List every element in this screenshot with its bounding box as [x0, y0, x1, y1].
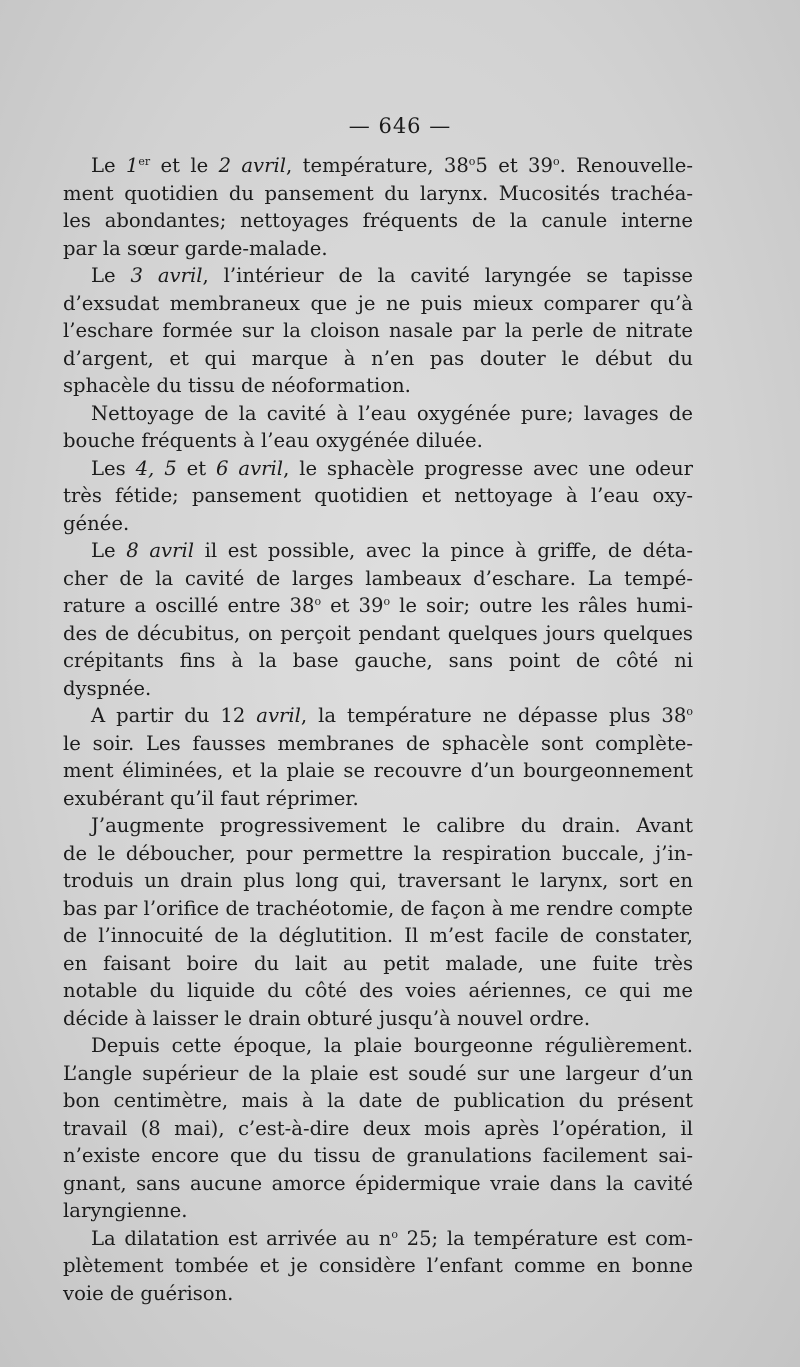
- text-line: [63, 537, 693, 565]
- paragraph: [63, 262, 693, 400]
- text-line: [63, 977, 693, 1005]
- text-line: [63, 1142, 693, 1170]
- text-run: plètement tombée et je considère l’enfant comme en bonne: [63, 1254, 693, 1277]
- italic-run: 1: [125, 154, 139, 177]
- superscript: er: [138, 155, 151, 168]
- text-line: [63, 702, 693, 730]
- italic-run: 8 avril: [126, 539, 194, 562]
- page-number: — 646 —: [348, 114, 452, 138]
- superscript: o: [552, 155, 560, 168]
- text-run: il est possible, avec la pince à griffe, de déta-: [193, 539, 693, 562]
- text-run: le soir. Les fausses membranes de sphacèle sont complète-: [63, 731, 693, 755]
- text-run: dyspnée.: [63, 676, 152, 700]
- text-run: troduis un drain plus long qui, traversant le larynx, sort en: [63, 869, 693, 892]
- text-line: [63, 317, 693, 345]
- text-line: [63, 565, 693, 593]
- superscript: o: [686, 705, 693, 718]
- text-run: Les: [91, 456, 136, 480]
- text-line: [63, 345, 693, 373]
- superscript: o: [468, 155, 476, 168]
- text-run: L’angle supérieur de la plaie est soudé sur une largeur d’un: [63, 1061, 693, 1085]
- text-line: [63, 950, 693, 978]
- text-line: [63, 235, 693, 263]
- text-line: [63, 1252, 693, 1280]
- text-run: voie de guérison.: [63, 1281, 234, 1305]
- text-line: [63, 895, 693, 923]
- text-line: [63, 730, 693, 758]
- text-line: [63, 867, 693, 895]
- text-line: [63, 785, 693, 813]
- text-line: [63, 647, 693, 675]
- text-line: [63, 1032, 693, 1060]
- text-run: rature a oscillé entre 38: [63, 594, 315, 617]
- text-line: [63, 510, 693, 538]
- text-run: et 39: [321, 594, 384, 617]
- text-run: , la température ne dépasse plus 38: [300, 704, 687, 727]
- superscript: o: [383, 595, 391, 608]
- text-run: . Renouvelle-: [559, 154, 693, 177]
- text-line: [63, 592, 693, 620]
- text-line: [63, 427, 693, 455]
- text-run: , température, 38: [286, 154, 469, 177]
- text-run: bouche fréquents à l’eau oxygénée diluée.: [63, 429, 483, 452]
- superscript: o: [314, 595, 322, 608]
- text-line: [63, 372, 693, 400]
- text-run: des de décubitus, on perçoit pendant quelques jours quelques: [63, 621, 693, 645]
- text-run: Depuis cette époque, la plaie bourgeonne régulièrement.: [91, 1034, 693, 1057]
- text-run: A partir du 12: [91, 704, 257, 727]
- text-run: n’existe encore que du tissu de granulations facilement sai-: [63, 1144, 693, 1167]
- superscript: o: [391, 1227, 398, 1241]
- text-line: [63, 675, 693, 703]
- italic-run: 4, 5: [135, 456, 177, 480]
- text-line: [63, 1170, 693, 1198]
- text-line: [63, 757, 693, 785]
- text-line: [63, 1087, 693, 1115]
- text-run: ment quotidien du pansement du larynx. Mucosités trachéa-: [63, 181, 693, 205]
- text-run: crépitants fins à la base gauche, sans point de côté ni: [63, 649, 693, 672]
- text-run: Le: [91, 264, 131, 287]
- text-run: bon centimètre, mais à la date de publication du présent: [63, 1089, 693, 1112]
- text-line: [63, 922, 693, 950]
- text-run: J’augmente progressivement le calibre du drain. Avant: [91, 814, 693, 837]
- text-run: gnant, sans aucune amorce épidermique vraie dans la cavité: [63, 1171, 693, 1195]
- text-run: de l’innocuité de la déglutition. Il m’est facile de constater,: [63, 924, 693, 947]
- text-line: [63, 262, 693, 290]
- text-line: [63, 840, 693, 868]
- text-line: [63, 620, 693, 648]
- paragraph: [63, 1032, 693, 1225]
- text-run: cher de la cavité de larges lambeaux d’eschare. La tempé-: [63, 566, 693, 590]
- text-run: 25; la température est com-: [397, 1226, 693, 1250]
- text-run: laryngienne.: [63, 1199, 188, 1222]
- text-line: [63, 1280, 693, 1308]
- text-run: La dilatation est arrivée au n: [91, 1226, 392, 1250]
- italic-run: avril: [256, 704, 301, 727]
- text-run: bas par l’orifice de trachéotomie, de façon à me rendre compte: [63, 896, 693, 920]
- text-run: Le: [91, 154, 126, 177]
- text-line: [63, 207, 693, 235]
- paragraph: [63, 152, 693, 262]
- paragraph: [63, 537, 693, 702]
- text-line: [63, 812, 693, 840]
- paragraph: [63, 1225, 693, 1308]
- text-run: , le sphacèle progresse avec une odeur: [283, 456, 694, 480]
- text-run: sphacèle du tissu de néoformation.: [63, 374, 411, 397]
- text-run: d’argent, et qui marque à n’en pas douter le début du: [63, 346, 693, 370]
- text-line: [63, 152, 693, 180]
- text-line: [63, 482, 693, 510]
- text-run: le soir; outre les râles humi-: [390, 594, 693, 617]
- text-run: l’eschare formée sur la cloison nasale par la perle de nitrate: [63, 319, 693, 342]
- text-run: d’exsudat membraneux que je ne puis mieux comparer qu’à: [63, 291, 693, 315]
- text-line: [63, 1060, 693, 1088]
- text-line: [63, 1115, 693, 1143]
- italic-run: 2 avril: [218, 154, 287, 177]
- text-line: [63, 1225, 693, 1253]
- text-run: travail (8 mai), c’est-à-dire deux mois après l’opération, il: [63, 1116, 693, 1140]
- italic-run: 6 avril: [216, 456, 284, 480]
- text-line: [63, 400, 693, 428]
- body-text: [63, 152, 693, 1307]
- text-run: de le déboucher, pour permettre la respiration buccale, j’in-: [63, 841, 693, 865]
- italic-run: 3 avril: [130, 264, 203, 287]
- text-line: [63, 180, 693, 208]
- text-run: exubérant qu’il faut réprimer.: [63, 786, 359, 810]
- text-run: décide à laisser le drain obturé jusqu’à nouvel ordre.: [63, 1006, 591, 1030]
- text-run: et: [176, 456, 217, 480]
- text-line: [63, 290, 693, 318]
- paragraph: [63, 702, 693, 812]
- text-run: notable du liquide du côté des voies aériennes, ce qui me: [63, 979, 693, 1002]
- text-run: 5 et 39: [475, 154, 553, 177]
- text-run: très fétide; pansement quotidien et nettoyage à l’eau oxy-: [63, 484, 693, 507]
- text-run: en faisant boire du lait au petit malade, une fuite très: [63, 951, 693, 975]
- text-line: [63, 1197, 693, 1225]
- text-run: , l’intérieur de la cavité laryngée se tapisse: [202, 264, 693, 287]
- text-run: Le: [91, 539, 127, 562]
- text-run: génée.: [63, 511, 130, 535]
- text-run: Nettoyage de la cavité à l’eau oxygénée pure; lavages de: [91, 401, 693, 425]
- text-run: ment éliminées, et la plaie se recouvre d’un bourgeonnement: [63, 759, 693, 782]
- paragraph: [63, 455, 693, 538]
- text-run: et le: [150, 154, 219, 177]
- text-line: [63, 455, 693, 483]
- paragraph: [63, 400, 693, 455]
- paragraph: [63, 812, 693, 1032]
- text-run: les abondantes; nettoyages fréquents de la canule interne: [63, 209, 693, 232]
- text-line: [63, 1005, 693, 1033]
- text-run: par la sœur garde-malade.: [63, 236, 328, 260]
